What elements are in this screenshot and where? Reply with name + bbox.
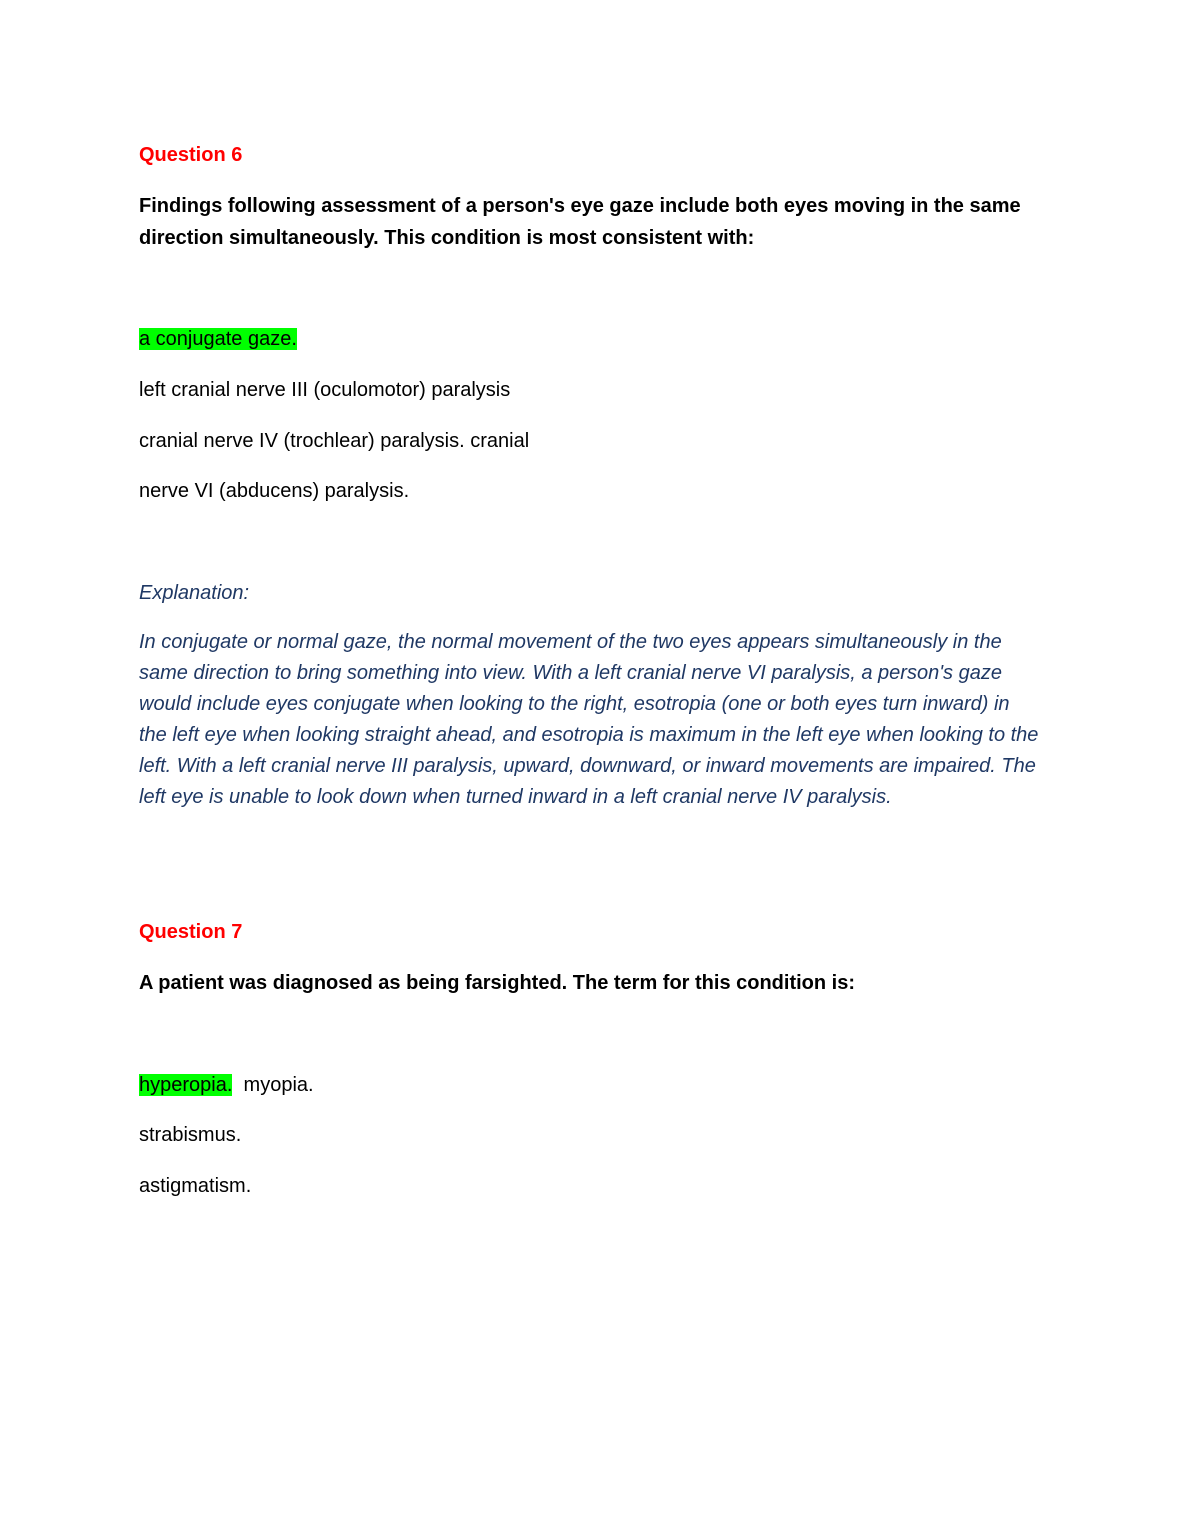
question-6-title: Question 6 (139, 144, 243, 166)
explanation-label: Explanation: (139, 582, 250, 604)
question-7-option-row (139, 1072, 314, 1098)
question-6-option-3: cranial nerve IV (trochlear) paralysis. cranial (139, 430, 530, 452)
question-7-option-2: myopia. (243, 1074, 314, 1096)
question-6-option-1 (139, 326, 297, 352)
correct-answer-highlight: hyperopia. (139, 1074, 233, 1096)
explanation-text: In conjugate or normal gaze, the normal movement of the two eyes appears simultaneously in the same direction to bring something into view. With a left cranial nerve VI paralysis, a person's gaze would include eyes conjugate when looking to the right, esotropia (one or both eyes turn inward) in the left eye when looking straight ahead, and esotropia is maximum in the left eye when looking to the left. With a left cranial nerve III paralysis, upward, downward, or inward movements are impaired. The left eye is unable to look down when turned inward in a left cranial nerve IV paralysis. (139, 631, 1039, 808)
question-7-text: A patient was diagnosed as being farsighted. The term for this condition is: (139, 972, 856, 994)
question-6-option-4: nerve VI (abducens) paralysis. (139, 480, 410, 502)
question-7-option-3: strabismus. (139, 1124, 242, 1146)
question-6-text: Findings following assessment of a person's eye gaze include both eyes moving in the same direction simultaneously. This condition is most consistent with: (139, 195, 1021, 249)
question-6-option-2: left cranial nerve III (oculomotor) paralysis (139, 379, 511, 401)
question-7-title: Question 7 (139, 921, 243, 943)
question-7-option-4: astigmatism. (139, 1175, 252, 1197)
correct-answer-highlight: a conjugate gaze. (139, 328, 297, 350)
